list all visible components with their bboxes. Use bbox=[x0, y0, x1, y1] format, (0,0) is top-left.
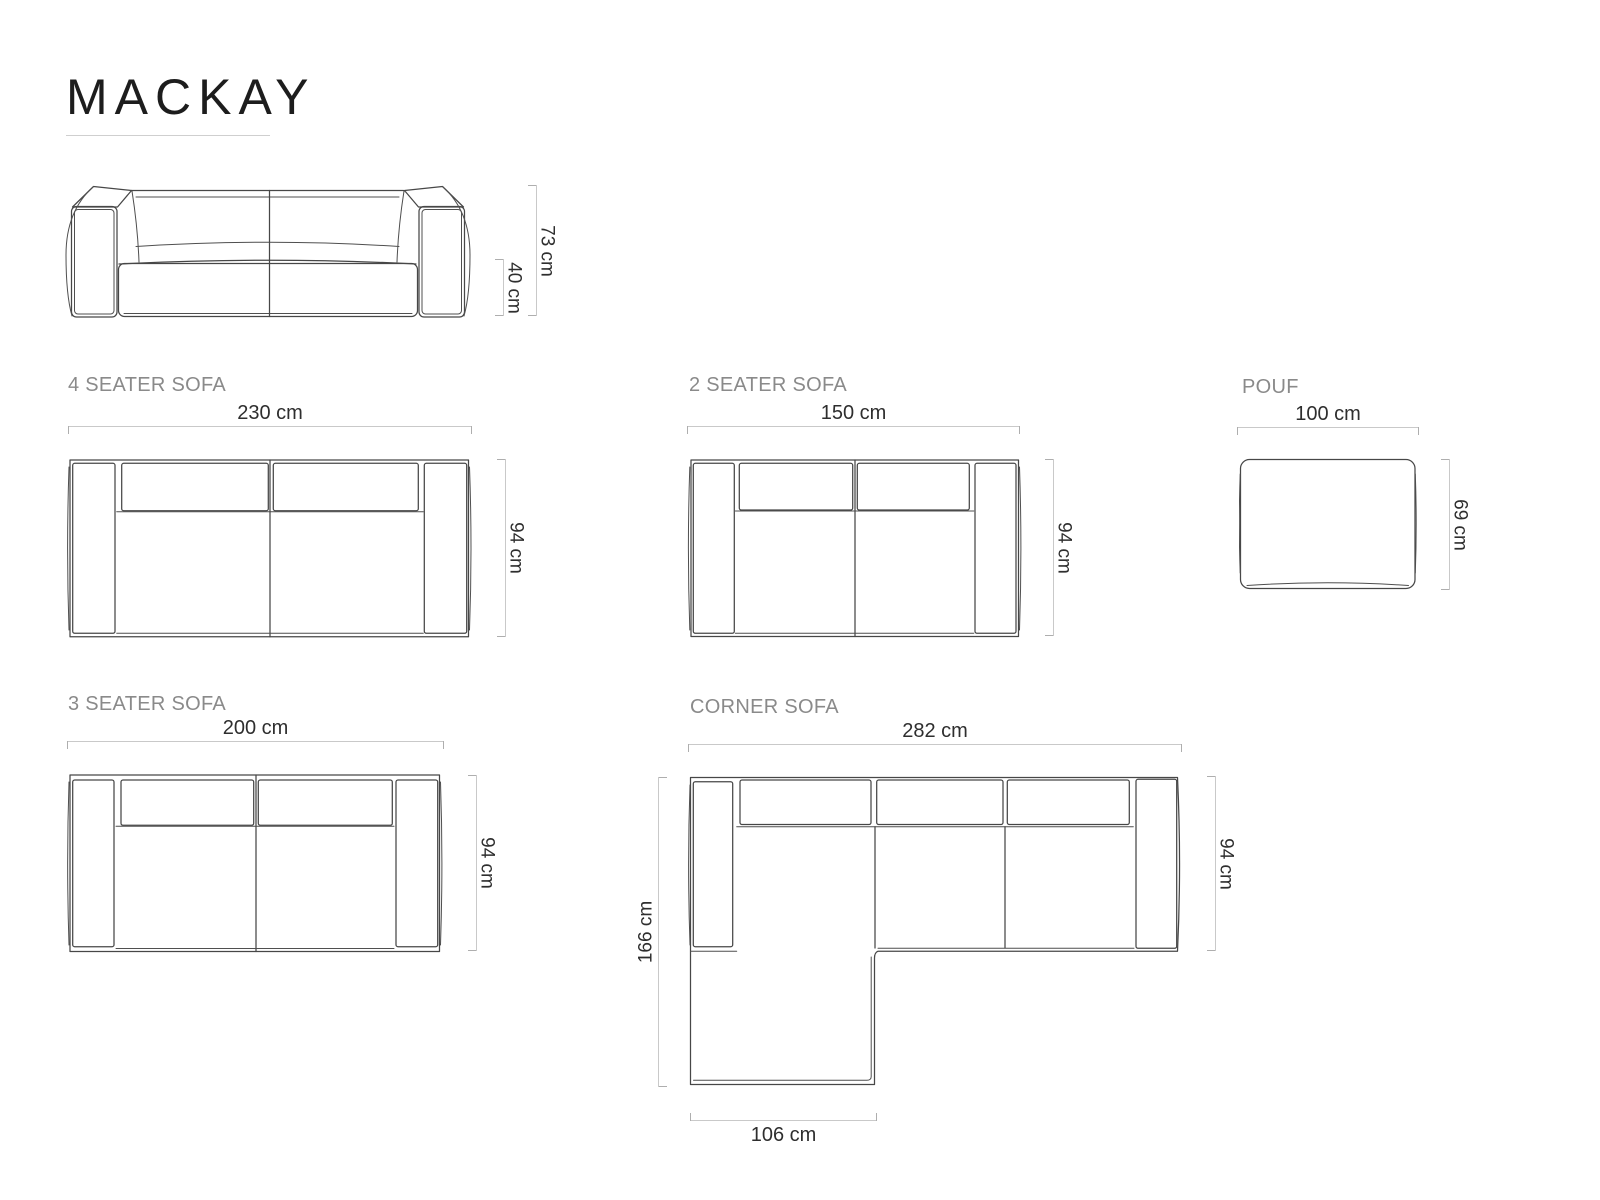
dim-line bbox=[1237, 427, 1419, 428]
back-cushion bbox=[258, 780, 392, 825]
back-cushion bbox=[739, 463, 852, 510]
dim-width-pouf bbox=[1237, 404, 1419, 428]
left-armrest bbox=[73, 463, 115, 633]
4-seater-top-view-drawing bbox=[66, 458, 472, 639]
dim-tick bbox=[67, 741, 68, 749]
dim-width-corner bbox=[688, 721, 1182, 745]
right-armrest bbox=[424, 463, 466, 633]
dim-value: 100 cm bbox=[1295, 403, 1361, 425]
dim-tick bbox=[1237, 427, 1238, 435]
left-armrest bbox=[66, 187, 132, 318]
section-label-2-seater: 2 SEATER SOFA bbox=[689, 374, 848, 396]
left-armrest bbox=[73, 780, 114, 947]
sofa-outline bbox=[70, 775, 440, 952]
pouf-top-view-drawing bbox=[1239, 458, 1420, 592]
dim-value: 230 cm bbox=[237, 402, 303, 424]
chaise-seam bbox=[694, 957, 872, 1080]
section-label-3-seater: 3 SEATER SOFA bbox=[68, 693, 227, 715]
back-cushion bbox=[877, 780, 1003, 825]
dim-depth-2-seater bbox=[1053, 459, 1075, 636]
dim-tick bbox=[1207, 950, 1215, 951]
dim-tick bbox=[68, 426, 69, 434]
dim-line bbox=[687, 426, 1020, 427]
dim-tick bbox=[471, 426, 472, 434]
dim-width-4-seater bbox=[68, 403, 472, 427]
dim-tick bbox=[690, 1113, 691, 1121]
right-armrest bbox=[396, 780, 438, 947]
right-armrest bbox=[1136, 779, 1177, 948]
dim-tick bbox=[528, 185, 536, 186]
dim-line bbox=[688, 744, 1182, 745]
section-label-corner: CORNER SOFA bbox=[690, 696, 839, 718]
page-title: MACKAY bbox=[66, 69, 316, 125]
dim-tick bbox=[688, 744, 689, 752]
dim-depth-corner bbox=[1215, 776, 1237, 951]
dim-tick bbox=[468, 775, 476, 776]
sofa-front-view-drawing bbox=[64, 180, 472, 320]
back-cushion bbox=[121, 780, 254, 825]
dim-line bbox=[690, 1120, 877, 1121]
left-arm-curve bbox=[68, 467, 69, 630]
dim-value: 73 cm bbox=[536, 224, 558, 277]
dim-tick bbox=[659, 1086, 667, 1087]
dim-chaise-width-corner bbox=[690, 1120, 877, 1145]
section-label-pouf: POUF bbox=[1242, 376, 1299, 398]
dim-tick bbox=[1441, 589, 1449, 590]
dim-tick bbox=[495, 259, 503, 260]
dim-overall-height bbox=[536, 185, 558, 316]
bottom-seam bbox=[1247, 583, 1409, 586]
left-armrest bbox=[693, 463, 734, 633]
dim-value: 200 cm bbox=[222, 717, 289, 739]
dim-value: 94 cm bbox=[476, 837, 498, 889]
dim-tick bbox=[1207, 776, 1215, 777]
dim-depth-3-seater bbox=[476, 775, 498, 951]
dim-tick bbox=[659, 777, 667, 778]
3-seater-top-view-drawing bbox=[66, 773, 444, 954]
dim-tick bbox=[497, 636, 505, 637]
right-armrest bbox=[975, 463, 1016, 633]
backrest bbox=[132, 191, 405, 263]
dim-value: 40 cm bbox=[503, 261, 525, 314]
dim-width-3-seater bbox=[67, 718, 444, 742]
dim-depth-4-seater bbox=[505, 459, 527, 637]
dim-tick bbox=[1441, 459, 1449, 460]
dim-tick bbox=[528, 315, 536, 316]
dim-depth-pouf bbox=[1449, 459, 1471, 590]
sofa-outline bbox=[691, 778, 1180, 1085]
dim-line bbox=[68, 426, 472, 427]
dim-line bbox=[67, 741, 444, 742]
dim-seat-height bbox=[503, 259, 525, 316]
back-cushion bbox=[1007, 780, 1129, 825]
dim-value: 150 cm bbox=[820, 402, 887, 424]
back-cushion bbox=[740, 780, 871, 825]
dim-value: 69 cm bbox=[1449, 498, 1471, 551]
dim-tick bbox=[1181, 744, 1182, 752]
back-cushion bbox=[122, 463, 269, 510]
left-arm-curve bbox=[68, 782, 69, 945]
title-underline bbox=[66, 135, 270, 136]
right-arm-curve bbox=[1020, 467, 1021, 630]
corner-sofa-top-view-drawing bbox=[688, 776, 1182, 1088]
sofa-outline bbox=[70, 460, 469, 637]
dim-tick bbox=[687, 426, 688, 434]
left-armrest bbox=[693, 782, 732, 947]
dim-tick bbox=[497, 459, 505, 460]
dim-tick bbox=[1019, 426, 1020, 434]
section-label-4-seater: 4 SEATER SOFA bbox=[68, 374, 227, 396]
dim-value: 94 cm bbox=[1215, 837, 1237, 890]
dim-value: 94 cm bbox=[505, 522, 527, 574]
dim-tick bbox=[1045, 459, 1053, 460]
dim-tick bbox=[443, 741, 444, 749]
right-arm-curve bbox=[441, 782, 442, 945]
back-cushion bbox=[857, 463, 969, 510]
dim-width-2-seater bbox=[687, 403, 1020, 427]
dim-tick bbox=[1045, 635, 1053, 636]
dim-tick bbox=[495, 315, 503, 316]
left-arm-curve bbox=[689, 785, 690, 945]
dim-value: 106 cm bbox=[750, 1124, 817, 1146]
back-cushion bbox=[273, 463, 418, 510]
right-armrest bbox=[405, 187, 471, 318]
right-arm-curve bbox=[470, 467, 472, 630]
seat-cushion bbox=[119, 260, 418, 316]
pouf-outline bbox=[1241, 460, 1416, 589]
dim-value: 166 cm bbox=[635, 900, 657, 964]
dim-tick bbox=[876, 1113, 877, 1121]
dim-value: 282 cm bbox=[902, 720, 968, 742]
2-seater-top-view-drawing bbox=[687, 458, 1022, 639]
dim-tick bbox=[1418, 427, 1419, 435]
dim-value: 94 cm bbox=[1053, 521, 1075, 574]
left-arm-curve bbox=[688, 467, 689, 630]
dim-total-depth-corner bbox=[635, 777, 659, 1087]
dim-tick bbox=[468, 950, 476, 951]
